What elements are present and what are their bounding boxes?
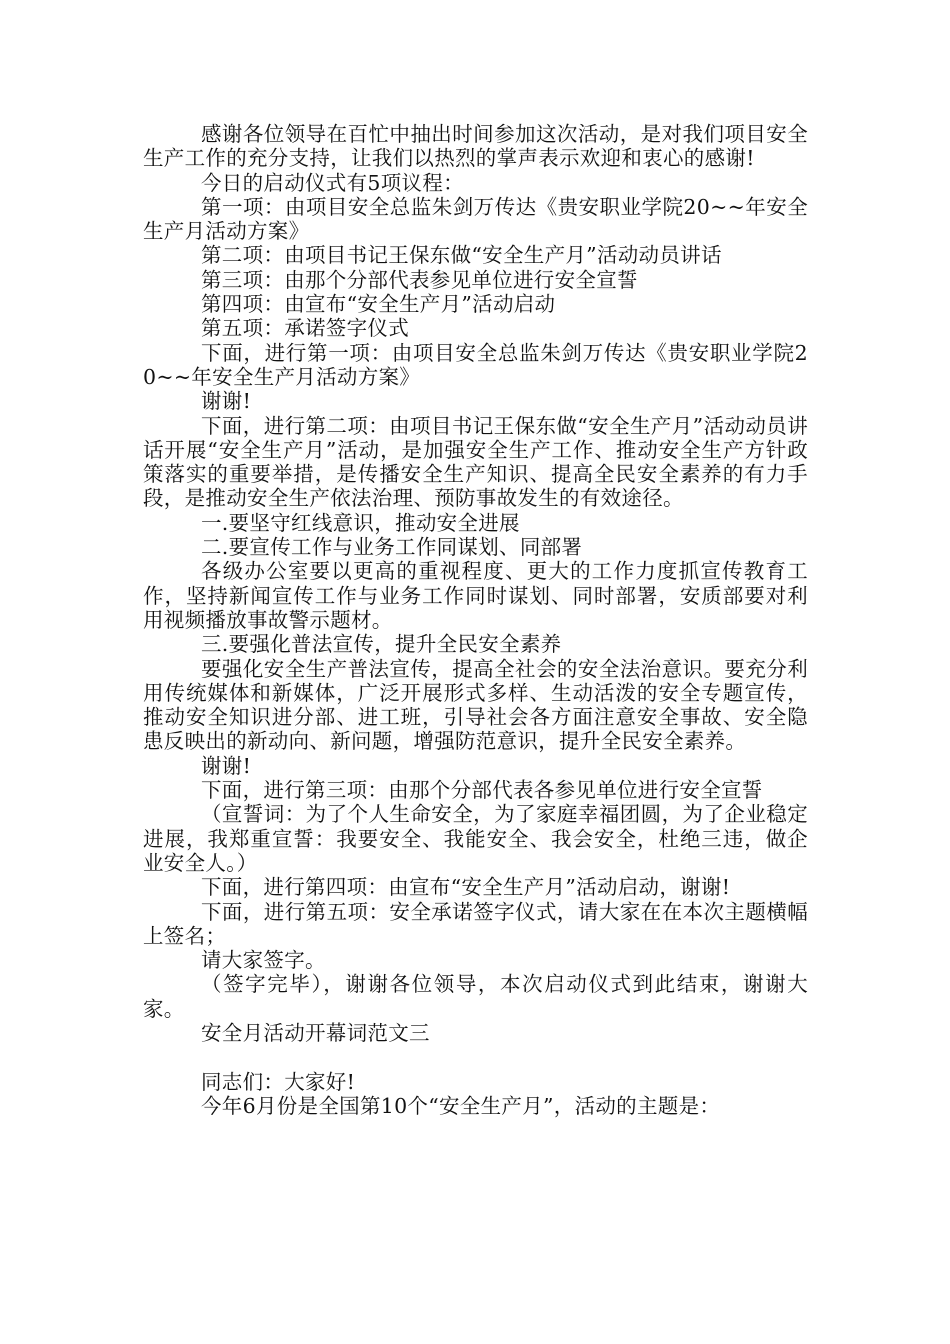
section-heading: 安全月活动开幕词范文三: [201, 1020, 430, 1045]
paragraph-agenda-item-2: 第二项：由项目书记王保东做“安全生产月”活动动员讲话: [201, 243, 722, 268]
paragraph-thanks-1: 谢谢!: [201, 389, 252, 414]
paragraph-point-1: 一.要坚守红线意识，推动安全进展: [201, 510, 520, 535]
paragraph-thanks-2: 谢谢!: [201, 753, 252, 778]
blank-line: [143, 1045, 808, 1069]
paragraph-thanks: 感谢各位领导在百忙中抽出时间参加这次活动，是对我们项目安全生产工作的充分支持，让我们以热烈的掌声表示欢迎和衷心的感谢!: [143, 122, 808, 171]
paragraph-point-2-detail: 各级办公室要以更高的重视程度、更大的工作力度抓宣传教育工作，坚持新闻宣传工作与业务工作同时谋划、同时部署，安质部要对利用视频播放事故警示题材。: [143, 559, 808, 632]
paragraph-theme-intro: 今年6月份是全国第10个“安全生产月”，活动的主题是：: [201, 1093, 721, 1118]
paragraph-step-2: 下面，进行第二项：由项目书记王保东做“安全生产月”活动动员讲话开展“安全生产月”活动，是加强安全生产工作、推动安全生产方针政策落实的重要举措，是传播安全生产知识、提高全民安全素养的有力手段，是推动安全生产依法治理、预防事故发生的有效途径。: [143, 413, 808, 511]
paragraph-agenda-item-1: 第一项：由项目安全总监朱剑万传达《贵安职业学院20~~年安全生产月活动方案》: [143, 194, 808, 244]
paragraph-agenda-item-3: 第三项：由那个分部代表参见单位进行安全宣誓: [201, 267, 638, 292]
paragraph-point-3-detail: 要强化安全生产普法宣传，提高全社会的安全法治意识。要充分利用传统媒体和新媒体，广泛开展形式多样、生动活泼的安全专题宣传，推动安全知识进分部、进工班，引导社会各方面注意安全事故、安全隐患反映出的新动向、新问题，增强防范意识，提升全民安全素养。: [143, 656, 808, 754]
paragraph-oath: （宣誓词：为了个人生命安全，为了家庭幸福团圆，为了企业稳定进展，我郑重宣誓：我要安全、我能安全、我会安全，杜绝三违，做企业安全人。）: [143, 802, 808, 875]
paragraph-sign-request: 请大家签字。: [201, 948, 326, 973]
paragraph-agenda-item-4: 第四项：由宣布“安全生产月”活动启动: [201, 292, 556, 317]
document-body: [143, 122, 808, 1118]
paragraph-point-2: 二.要宣传工作与业务工作同谋划、同部署: [201, 535, 583, 560]
paragraph-point-3: 三.要强化普法宣传，提升全民安全素养: [201, 632, 562, 657]
paragraph-step-1: 下面，进行第一项：由项目安全总监朱剑万传达《贵安职业学院20~~年安全生产月活动方案》: [143, 340, 808, 389]
paragraph-agenda-item-5: 第五项：承诺签字仪式: [201, 316, 409, 341]
paragraph-greeting: 同志们：大家好!: [201, 1069, 356, 1094]
paragraph-step-4: 下面，进行第四项：由宣布“安全生产月”活动启动，谢谢!: [201, 875, 731, 900]
paragraph-step-3: 下面，进行第三项：由那个分部代表各参见单位进行安全宣誓: [201, 778, 763, 803]
paragraph-agenda-intro: 今日的启动仪式有5项议程：: [201, 170, 464, 195]
paragraph-closing: （签字完毕），谢谢各位领导，本次启动仪式到此结束，谢谢大家。: [143, 972, 808, 1021]
paragraph-step-5: 下面，进行第五项：安全承诺签字仪式，请大家在在本次主题横幅上签名；: [143, 899, 808, 948]
